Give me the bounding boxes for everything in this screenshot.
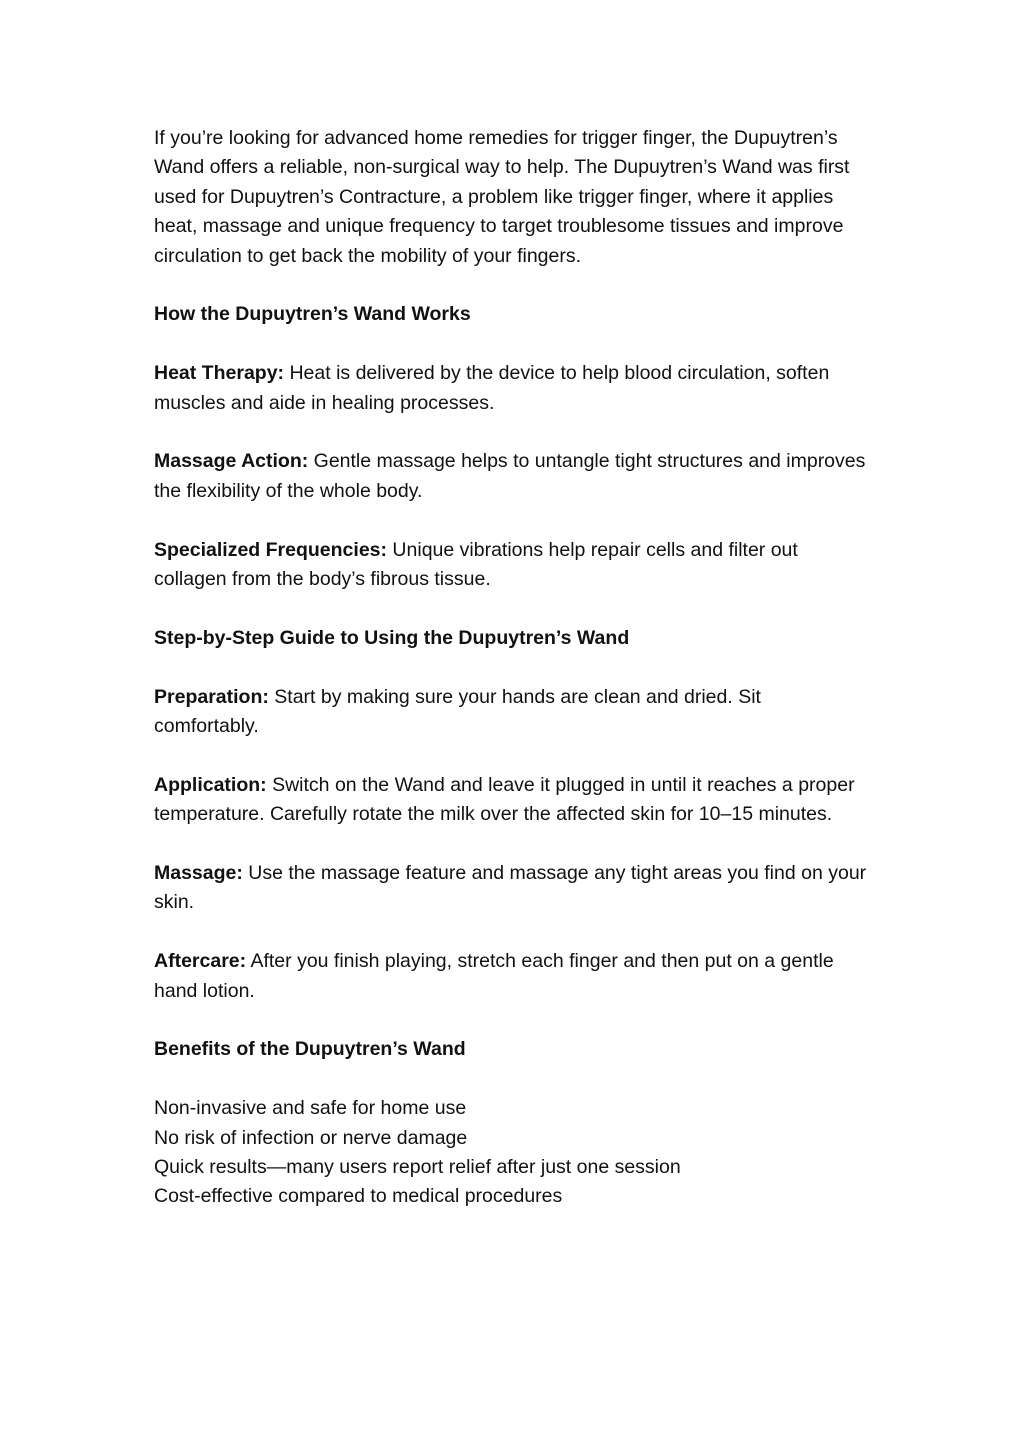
step-label: Massage:	[154, 862, 243, 885]
feature-label: Massage Action:	[154, 450, 309, 473]
feature-heat-therapy	[154, 359, 869, 418]
list-item: Quick results—many users report relief after just one session	[154, 1156, 681, 1179]
section-heading-guide: Step-by-Step Guide to Using the Dupuytren’s Wand	[154, 626, 630, 649]
intro-paragraph: If you’re looking for advanced home remedies for trigger finger, the Dupuytren’s Wand offers a reliable, non-surgical way to help. The Dupuytren’s Wand was first used for Dupuytren’s Contracture, a problem like trigger finger, where it applies heat, massage and unique frequency to target troublesome tissues and improve circulation to get back the mobility of your fingers.	[154, 127, 850, 267]
step-text: Start by making sure your hands are clean and dried. Sit comfortably.	[154, 685, 761, 738]
list-item: Cost-effective compared to medical procedures	[154, 1185, 563, 1208]
step-preparation	[154, 683, 869, 742]
step-aftercare	[154, 947, 869, 1006]
feature-text: Heat is delivered by the device to help blood circulation, soften muscles and aide in healing processes.	[154, 362, 830, 414]
feature-label: Heat Therapy:	[154, 362, 285, 385]
feature-text: Unique vibrations help repair cells and filter out collagen from the body’s fibrous tissue.	[154, 538, 798, 591]
document-page	[154, 124, 869, 1212]
feature-massage-action	[154, 447, 869, 506]
feature-text: Gentle massage helps to untangle tight structures and improves the flexibility of the whole body.	[154, 450, 866, 502]
step-application	[154, 771, 869, 830]
section-heading-benefits: Benefits of the Dupuytren’s Wand	[154, 1038, 466, 1061]
step-label: Aftercare:	[154, 950, 247, 973]
section-heading-how-it-works: How the Dupuytren’s Wand Works	[154, 303, 471, 326]
step-text: After you finish playing, stretch each finger and then put on a gentle hand lotion.	[154, 950, 834, 1002]
step-text: Switch on the Wand and leave it plugged in until it reaches a proper temperature. Carefully rotate the milk over the affected skin for 10–15 minutes.	[154, 773, 855, 826]
feature-label: Specialized Frequencies:	[154, 538, 388, 561]
feature-specialized-frequencies	[154, 536, 869, 595]
list-item: Non-invasive and safe for home use	[154, 1097, 467, 1120]
step-label: Preparation:	[154, 685, 269, 708]
step-text: Use the massage feature and massage any tight areas you find on your skin.	[154, 862, 867, 914]
list-item: No risk of infection or nerve damage	[154, 1126, 468, 1149]
benefits-list	[154, 1094, 869, 1212]
step-massage	[154, 859, 869, 918]
step-label: Application:	[154, 773, 267, 796]
